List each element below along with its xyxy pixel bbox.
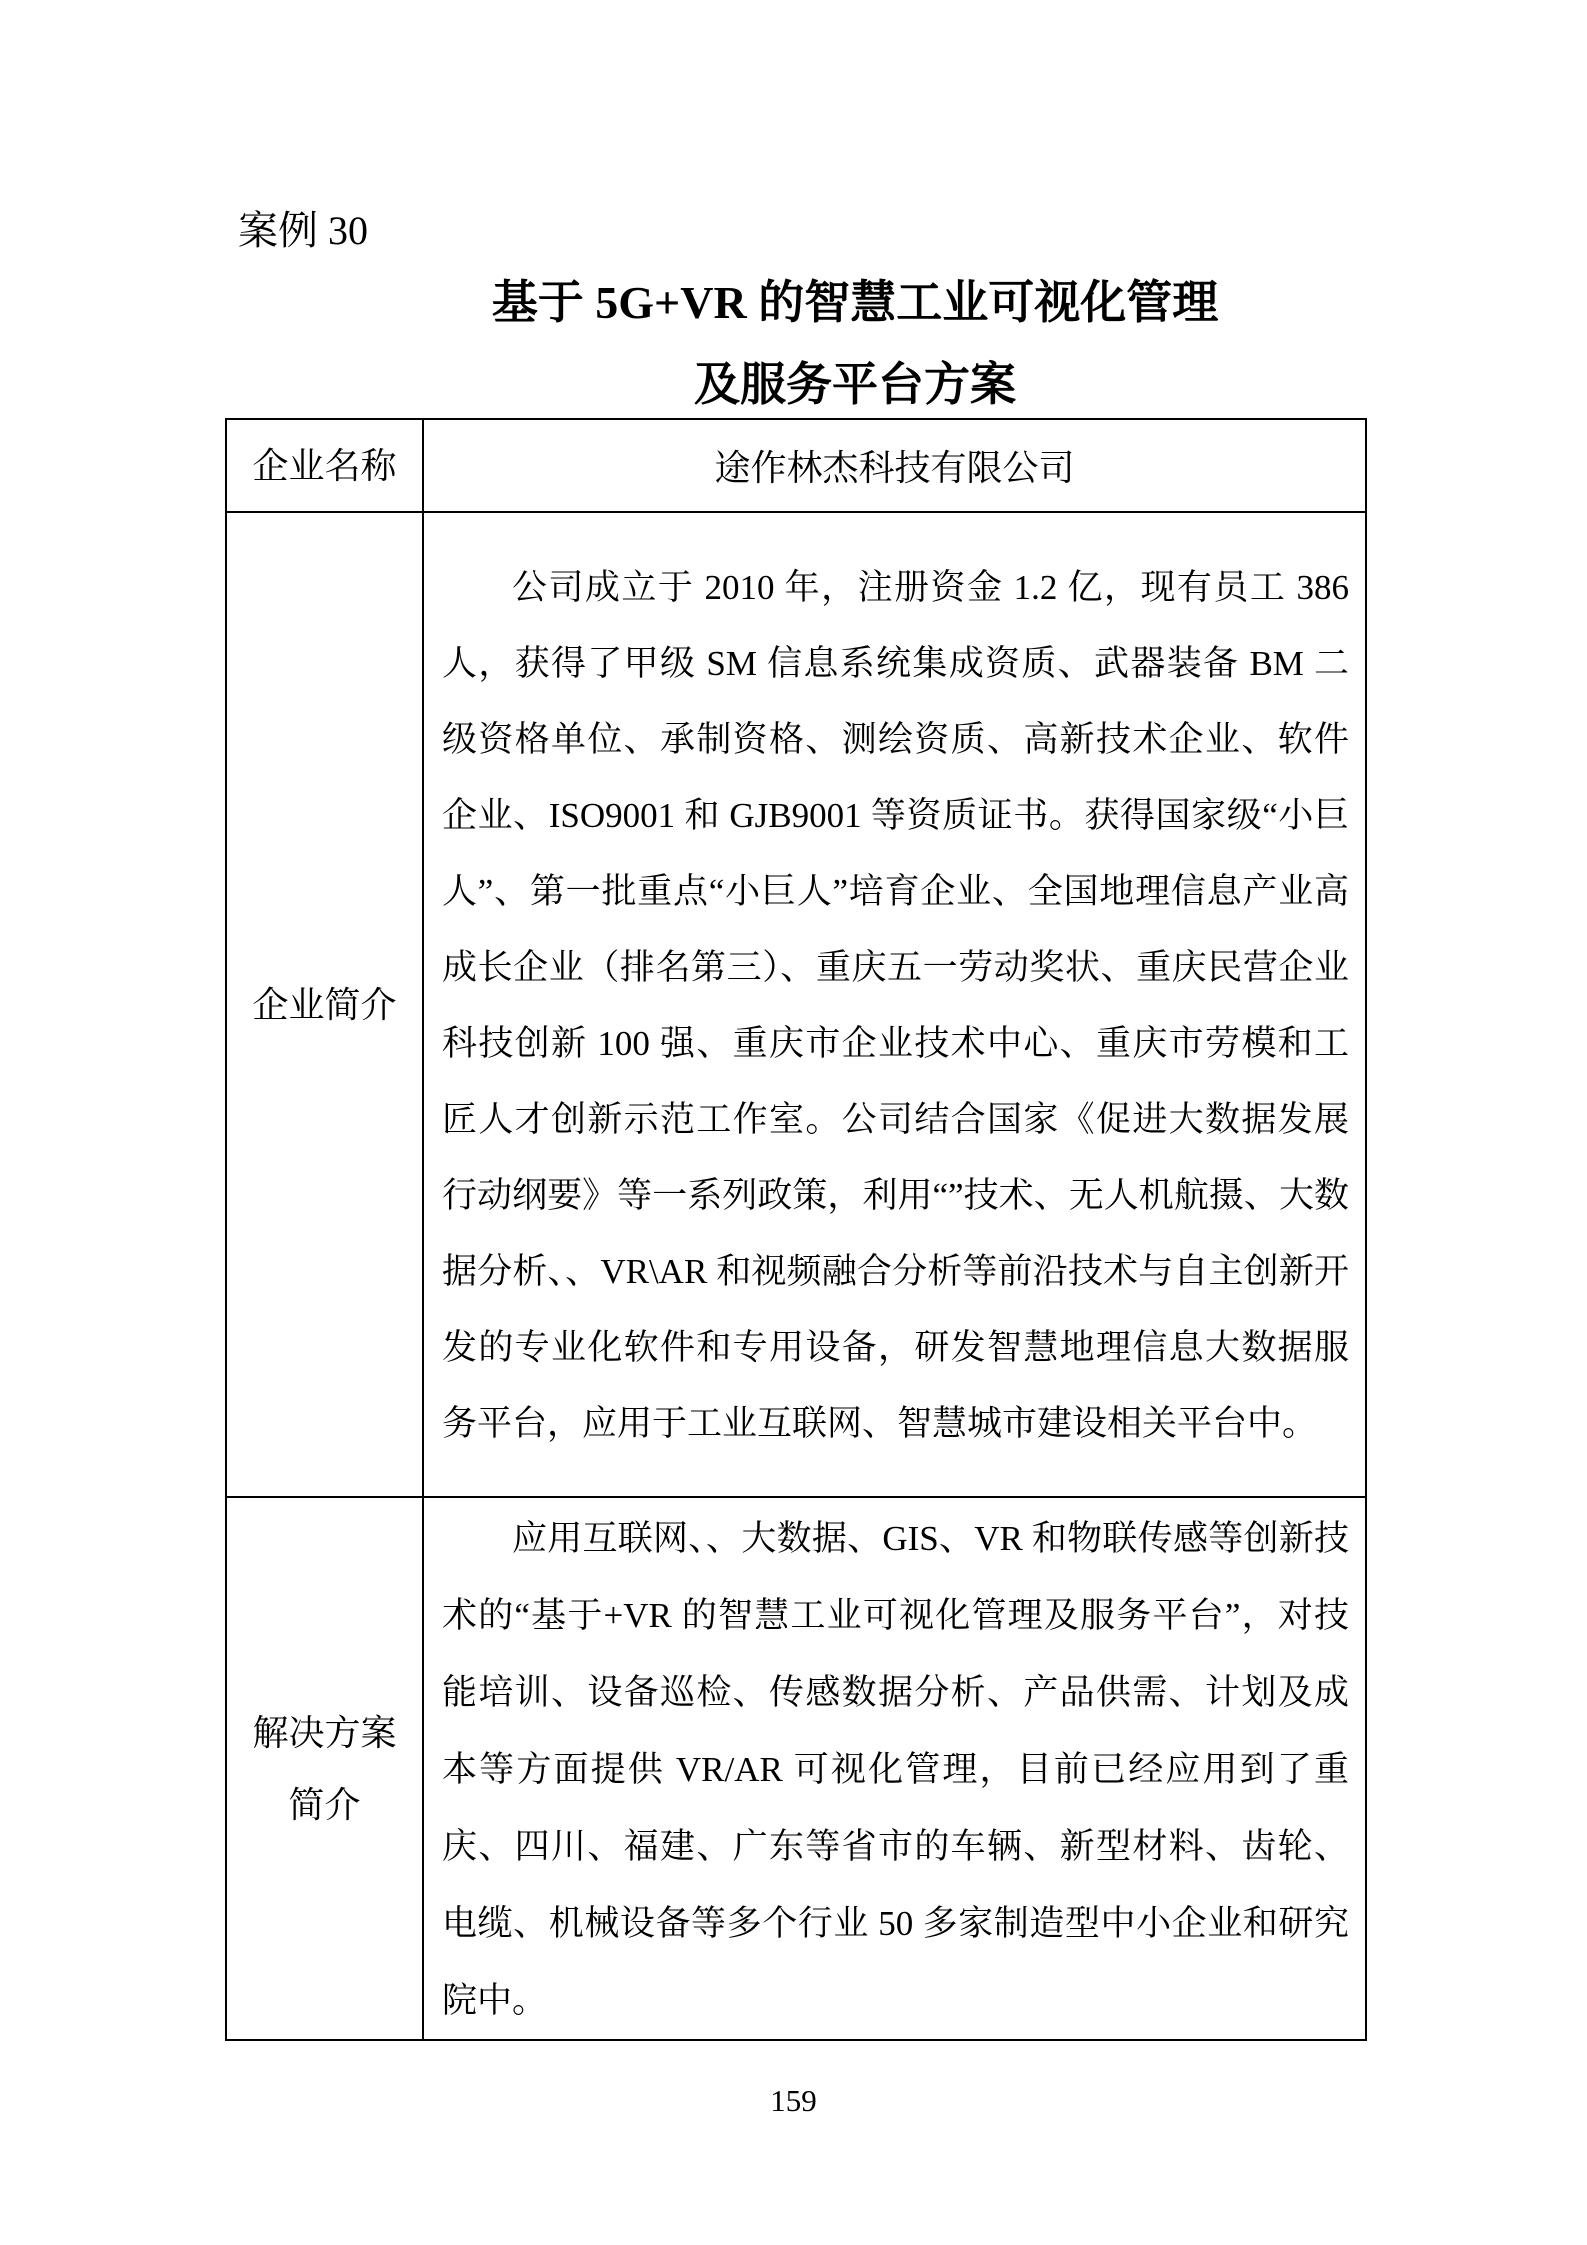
title-line-1: 基于 5G+VR 的智慧工业可视化管理 [491, 277, 1219, 328]
company-name-value: 途作林杰科技有限公司 [423, 419, 1366, 512]
company-profile-label: 企业简介 [226, 512, 423, 1497]
page-number: 159 [770, 2083, 817, 2118]
company-profile-text: 公司成立于 2010 年，注册资金 1.2 亿，现有员工 386 人，获得了甲级 SM 信息系统集成资质、武器装备 BM 二级资格单位、承制资格、测绘资质、高新技术企业、软件企业、ISO9001 和 GJB9001 等资质证书。获得国家级“小巨人”、第一批重点“小巨人”培育企业、全国地理信息产业高成长企业（排名第三）、重庆五一劳动奖状、重庆民营企业科技创新 100 强、重庆市企业技术中心、重庆市劳模和工匠人才创新示范工作室。公司结合国家《促进大数据发展行动纲要》等一系列政策，利用“”技术、无人机航摄、大数据分析、、VR\AR 和视频融合分析等前沿技术与自主创新开发的专业化软件和专用设备，研发智慧地理信息大数据服务平台，应用于工业互联网、智慧城市建设相关平台中。 [442, 567, 1349, 1443]
case-label: 案例 30 [238, 208, 368, 253]
solution-intro-text: 应用互联网、、大数据、GIS、VR 和物联传感等创新技术的“基于+VR 的智慧工业可视化管理及服务平台”，对技能培训、设备巡检、传感数据分析、产品供需、计划及成本等方面提供 VR/AR 可视化管理，目前已经应用到了重庆、四川、福建、广东等省市的车辆、新型材料、齿轮、电缆、机械设备等多个行业 50 多家制造型中小企业和研究院中。 [442, 1519, 1349, 2020]
table-row-solution-intro [226, 1497, 1366, 2040]
company-name-label: 企业名称 [226, 419, 423, 512]
solution-intro-cell [423, 1497, 1366, 2040]
company-profile-cell [423, 512, 1366, 1497]
solution-intro-label: 解决方案简介 [226, 1497, 423, 2040]
case-info-table [225, 418, 1367, 2041]
title-line-2: 及服务平台方案 [694, 359, 1016, 410]
table-row-company-profile [226, 512, 1366, 1497]
table-row-company-name [226, 419, 1366, 512]
document-title [285, 262, 1425, 426]
